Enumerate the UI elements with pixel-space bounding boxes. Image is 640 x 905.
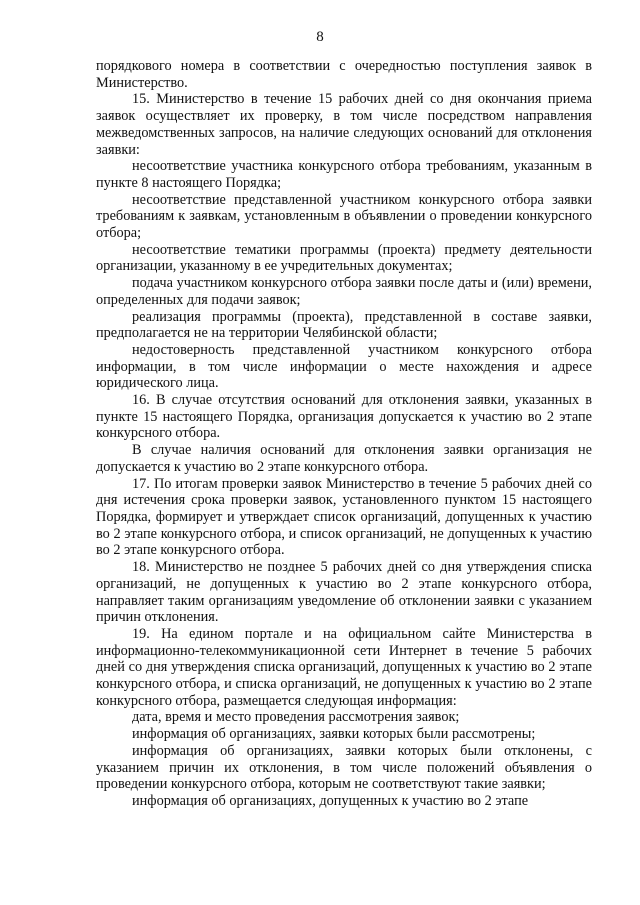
document-body [96,58,592,810]
paragraph: информация об организациях, допущенных к участию во 2 этапе [132,792,529,809]
paragraph: подача участником конкурсного отбора заявки после даты и (или) времени, определенных для подачи заявок; [96,275,592,308]
paragraph: 18. Министерство не позднее 5 рабочих дней со дня утверждения списка организаций, не допущенных к участию во 2 этапе конкурсного отбора, направляет таким организациям уведомление об отклонении заявки с указанием причин отклонения. [96,559,592,626]
paragraph: В случае наличия оснований для отклонения заявки организация не допускается к участию во 2 этапе конкурсного отбора. [96,442,592,475]
paragraph: несоответствие участника конкурсного отбора требованиям, указанным в пункте 8 настоящего Порядка; [96,158,592,191]
paragraph: дата, время и место проведения рассмотрения заявок; [132,709,460,726]
paragraph: 15. Министерство в течение 15 рабочих дней со дня окончания приема заявок осуществляет их проверку, в том числе посредством направления межведомственных запросов, на наличие следующих оснований для отклонения заявки: [96,91,592,158]
paragraph: порядкового номера в соответствии с очередностью поступления заявок в Министерство. [96,58,592,91]
paragraph: недостоверность представленной участником конкурсного отбора информации, в том числе информации о месте нахождения и адресе юридического лица. [96,341,592,392]
paragraph: несоответствие тематики программы (проекта) предмету деятельности организации, указанному в ее учредительных документах; [96,241,592,275]
paragraph: информация об организациях, заявки которых были рассмотрены; [132,726,536,743]
paragraph: 16. В случае отсутствия оснований для отклонения заявки, указанных в пункте 15 настоящего Порядка, организация допускается к участию во 2 этапе конкурсного отбора. [96,392,592,442]
paragraph: 17. По итогам проверки заявок Министерство в течение 5 рабочих дней со дня истечения срока проверки заявок, установленного пунктом 15 настоящего Порядка, формирует и утверждает список организаций, допущенных к участию во 2 этапе конкурсного отбора, и список организаций, не допущенных к участию во 2 этапе конкурсного отбора. [96,475,592,559]
paragraph: информация об организациях, заявки которых были отклонены, с указанием причин их отклонения, в том числе положений объявления о проведении конкурсного отбора, которым не соответствуют такие заявки; [96,742,592,793]
paragraph: 19. На едином портале и на официальном сайте Министерства в информационно-телекоммуникационной сети Интернет в течение 5 рабочих дней со дня утверждения списка организаций, допущенных к участию во 2 этапе конкурсного отбора, и списка организаций, не допущенных к участию во 2 этапе конкурсного отбора, размещается следующая информация: [96,625,592,709]
paragraph: реализация программы (проекта), представленной в составе заявки, предполагается не на территории Челябинской области; [96,308,592,342]
page-number: 8 [316,29,324,45]
paragraph: несоответствие представленной участником конкурсного отбора заявки требованиям к заявкам, установленным в объявлении о проведении конкурсного отбора; [96,191,592,242]
